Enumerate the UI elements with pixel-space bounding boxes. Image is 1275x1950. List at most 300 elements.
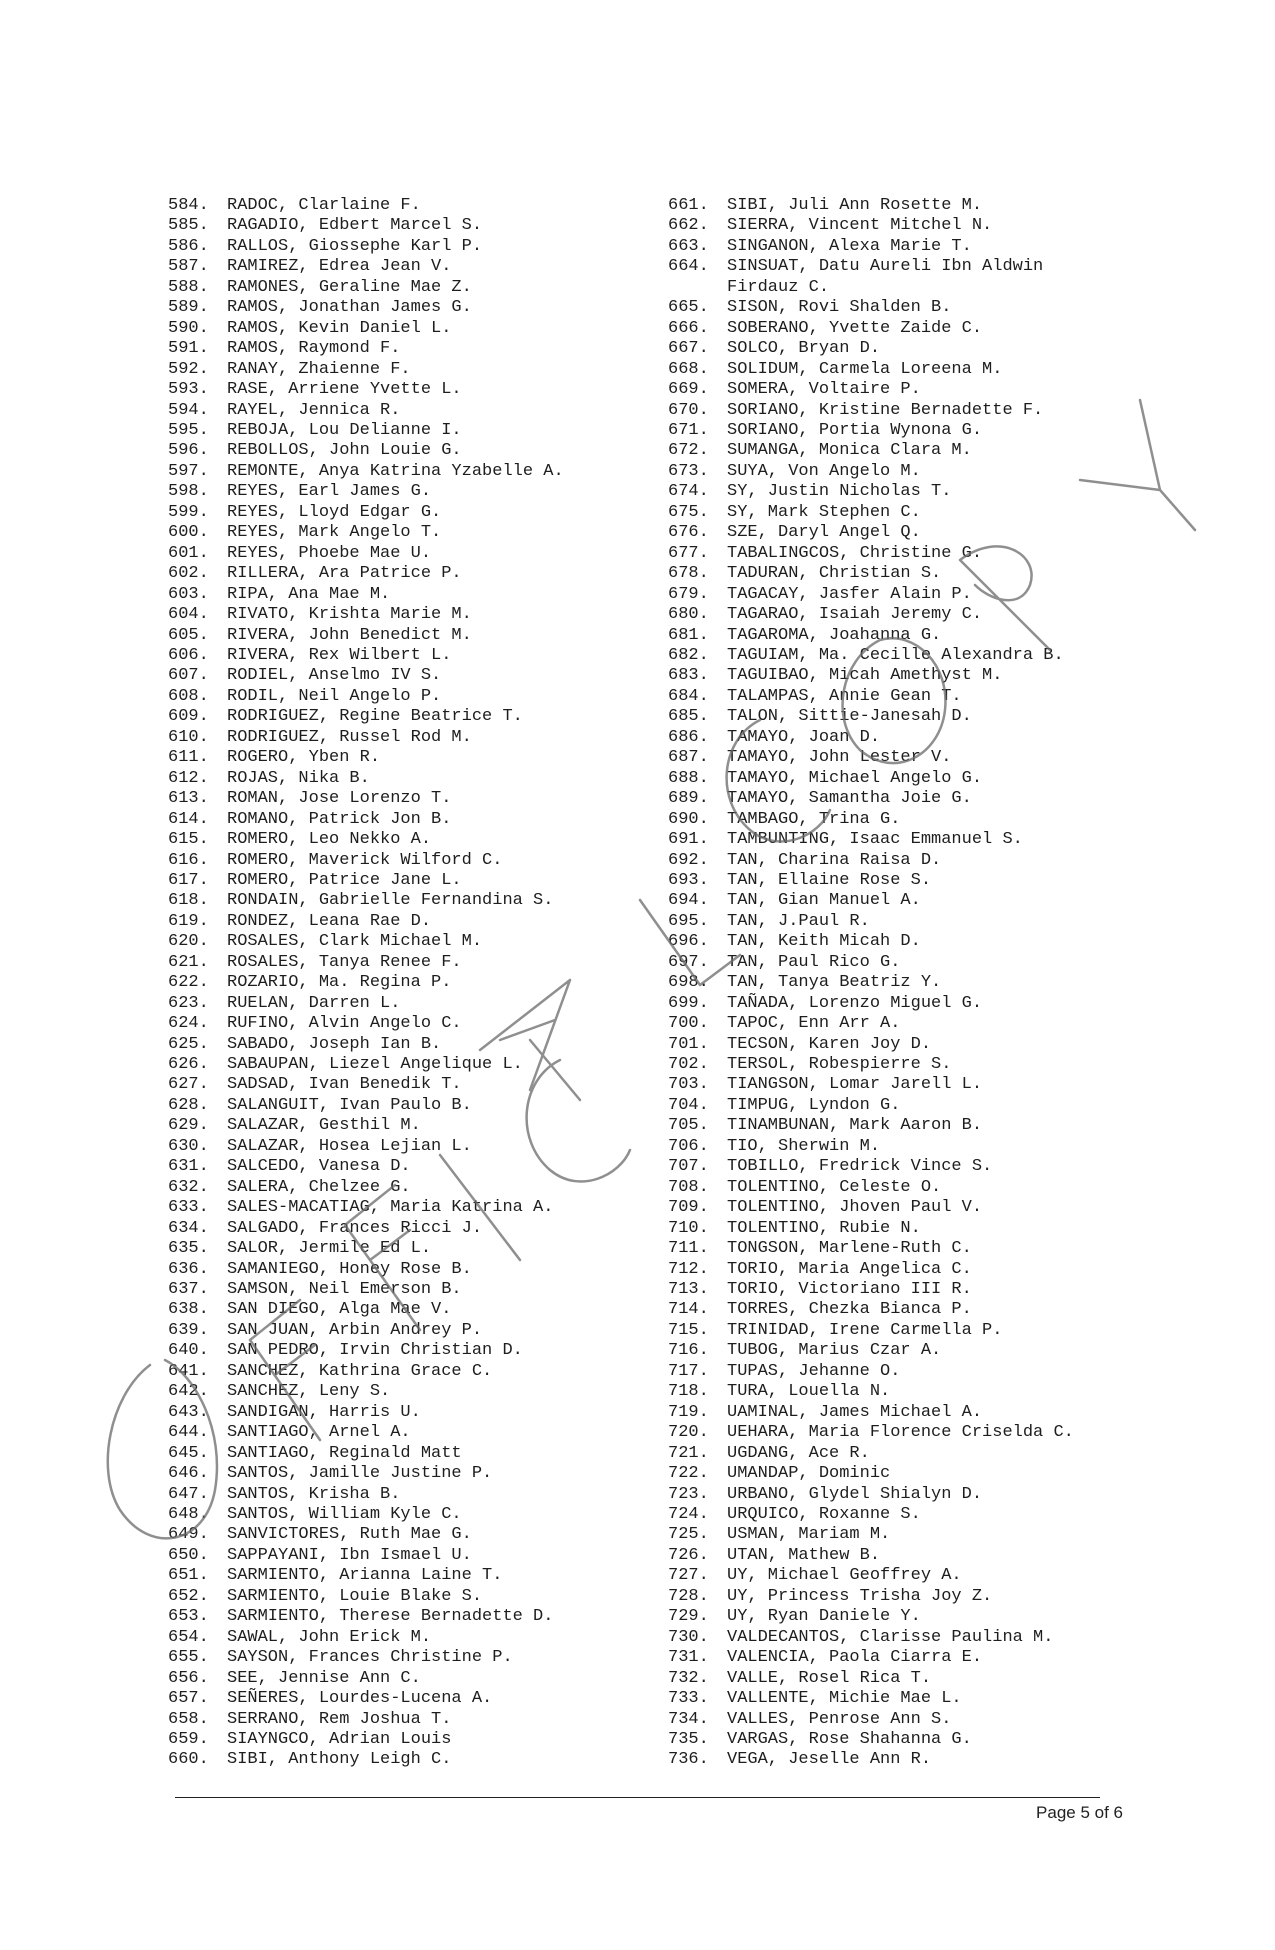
- list-item: [668, 810, 1138, 830]
- list-item: [168, 1710, 638, 1730]
- entry-name: SANTIAGO, Arnel A.: [227, 1423, 411, 1443]
- list-item: [668, 1137, 1138, 1157]
- entry-name: SANCHEZ, Leny S.: [227, 1382, 391, 1402]
- list-item: [168, 1239, 638, 1259]
- entry-name: ROMERO, Leo Nekko A.: [227, 830, 432, 850]
- entry-name: SALAZAR, Hosea Lejian L.: [227, 1136, 472, 1156]
- entry-name: SAWAL, John Erick M.: [227, 1627, 432, 1647]
- entry-name: TAMAYO, John Lester V.: [727, 748, 952, 768]
- entry-name: TAMAYO, Michael Angelo G.: [727, 768, 983, 788]
- entry-number: 720.: [668, 1423, 709, 1443]
- entry-name: REYES, Mark Angelo T.: [227, 523, 442, 543]
- entry-number: 696.: [668, 932, 709, 952]
- entry-number: 721.: [668, 1443, 709, 1463]
- list-item: [668, 1260, 1138, 1280]
- list-item: [168, 1137, 638, 1157]
- entry-name: TOBILLO, Fredrick Vince S.: [727, 1157, 993, 1177]
- entry-number: 649.: [168, 1525, 209, 1545]
- list-item: [668, 605, 1138, 625]
- entry-number: 725.: [668, 1525, 709, 1545]
- entry-name: RAYEL, Jennica R.: [227, 400, 401, 420]
- entry-name: RONDAIN, Gabrielle Fernandina S.: [227, 891, 554, 911]
- list-item: [168, 585, 638, 605]
- entry-number: 712.: [668, 1259, 709, 1279]
- entry-name: VALDECANTOS, Clarisse Paulina M.: [727, 1627, 1054, 1647]
- entry-number: 678.: [668, 564, 709, 584]
- list-item: [168, 1730, 638, 1750]
- list-item: [668, 912, 1138, 932]
- list-item: [168, 1300, 638, 1320]
- entry-name: VARGAS, Rose Shahanna G.: [727, 1729, 972, 1749]
- list-item: [668, 973, 1138, 993]
- entry-name: TAN, Paul Rico G.: [727, 952, 901, 972]
- entry-name: UEHARA, Maria Florence Criselda C.: [727, 1423, 1074, 1443]
- entry-number: 658.: [168, 1709, 209, 1729]
- entry-name: URBANO, Glydel Shialyn D.: [727, 1484, 983, 1504]
- entry-name: RUFINO, Alvin Angelo C.: [227, 1014, 462, 1034]
- entry-number: 612.: [168, 768, 209, 788]
- entry-number: 702.: [668, 1055, 709, 1075]
- entry-number: 590.: [168, 318, 209, 338]
- list-item: [168, 1505, 638, 1525]
- entry-number: 626.: [168, 1055, 209, 1075]
- entry-name: SUYA, Von Angelo M.: [727, 461, 921, 481]
- list-item: [168, 1607, 638, 1627]
- entry-number: 718.: [668, 1382, 709, 1402]
- list-item: [668, 994, 1138, 1014]
- entry-number: 622.: [168, 973, 209, 993]
- entry-name: VEGA, Jeselle Ann R.: [727, 1750, 932, 1770]
- list-item: [168, 1178, 638, 1198]
- list-item: [668, 1587, 1138, 1607]
- entry-name: TIANGSON, Lomar Jarell L.: [727, 1075, 983, 1095]
- entry-name: TALAMPAS, Annie Gean T.: [727, 686, 962, 706]
- list-item: [668, 319, 1138, 339]
- list-item: [168, 257, 638, 277]
- entry-number: 706.: [668, 1136, 709, 1156]
- list-item: [168, 728, 638, 748]
- entry-name: ROSALES, Clark Michael M.: [227, 932, 483, 952]
- list-item: [168, 1198, 638, 1218]
- list-item: [668, 1362, 1138, 1382]
- entry-name: ROJAS, Nika B.: [227, 768, 370, 788]
- entry-name: SANCHEZ, Kathrina Grace C.: [227, 1361, 493, 1381]
- list-item: [668, 380, 1138, 400]
- entry-number: 666.: [668, 318, 709, 338]
- entry-name: RAMOS, Jonathan James G.: [227, 298, 472, 318]
- list-item: [668, 1750, 1138, 1770]
- entry-number: 662.: [668, 216, 709, 236]
- entry-number: 587.: [168, 257, 209, 277]
- entry-name: SANTOS, William Kyle C.: [227, 1505, 462, 1524]
- entry-name: SOLCO, Bryan D.: [727, 339, 881, 359]
- entry-number: 585.: [168, 216, 209, 236]
- entry-name: RODRIGUEZ, Regine Beatrice T.: [227, 707, 523, 727]
- entry-name: TUPAS, Jehanne O.: [727, 1361, 901, 1381]
- entry-number: 599.: [168, 502, 209, 522]
- entry-number: 665.: [668, 298, 709, 318]
- list-item: [668, 1505, 1138, 1525]
- entry-number: 686.: [668, 727, 709, 747]
- list-item: [668, 1096, 1138, 1116]
- list-item: [668, 1075, 1138, 1095]
- list-item: [668, 1566, 1138, 1586]
- entry-number: 710.: [668, 1218, 709, 1238]
- entry-number: 689.: [668, 789, 709, 809]
- entry-number: 589.: [168, 298, 209, 318]
- entry-name: TAMBAGO, Trina G.: [727, 809, 901, 829]
- entry-number: 715.: [668, 1320, 709, 1340]
- entry-name: TAMBUNTING, Isaac Emmanuel S.: [727, 830, 1023, 850]
- entry-number: 650.: [168, 1545, 209, 1565]
- entry-name: TURA, Louella N.: [727, 1382, 891, 1402]
- entry-number: 674.: [668, 482, 709, 502]
- list-item: [168, 1116, 638, 1136]
- entry-number: 637.: [168, 1280, 209, 1300]
- list-item: [168, 1382, 638, 1402]
- entry-name: RAMIREZ, Edrea Jean V.: [227, 257, 452, 277]
- list-item: [668, 626, 1138, 646]
- entry-name: VALENCIA, Paola Ciarra E.: [727, 1648, 983, 1668]
- entry-number: 690.: [668, 809, 709, 829]
- entry-name: TALON, Sittie-Janesah D.: [727, 707, 972, 727]
- list-item: [668, 1055, 1138, 1075]
- list-item: [168, 380, 638, 400]
- entry-number: 643.: [168, 1402, 209, 1422]
- entry-name: TORRES, Chezka Bianca P.: [727, 1300, 972, 1320]
- entry-number: 692.: [668, 850, 709, 870]
- entry-name: RONDEZ, Leana Rae D.: [227, 911, 432, 931]
- entry-number: 625.: [168, 1034, 209, 1054]
- list-item: [168, 216, 638, 236]
- list-item: [168, 1689, 638, 1709]
- list-item: [668, 482, 1138, 502]
- list-item: [168, 1403, 638, 1423]
- entry-name: SAYSON, Frances Christine P.: [227, 1648, 513, 1668]
- entry-number: 631.: [168, 1157, 209, 1177]
- entry-name: SEE, Jennise Ann C.: [227, 1668, 421, 1688]
- entry-name: SOLIDUM, Carmela Loreena M.: [727, 359, 1003, 379]
- entry-name: RODIL, Neil Angelo P.: [227, 686, 442, 706]
- entry-number: 608.: [168, 686, 209, 706]
- list-item: [668, 687, 1138, 707]
- entry-number: 639.: [168, 1320, 209, 1340]
- entry-number: 603.: [168, 584, 209, 604]
- list-item: [168, 1014, 638, 1034]
- entry-number: 600.: [168, 523, 209, 543]
- list-item: [668, 748, 1138, 768]
- list-item: [168, 1566, 638, 1586]
- entry-name: SALOR, Jermile Ed L.: [227, 1239, 432, 1259]
- entry-name: REYES, Phoebe Mae U.: [227, 543, 432, 563]
- list-item: [668, 1157, 1138, 1177]
- entry-name: RADOC, Clarlaine F.: [227, 196, 421, 215]
- entry-number: 645.: [168, 1443, 209, 1463]
- entry-number: 700.: [668, 1014, 709, 1034]
- entry-number: 609.: [168, 707, 209, 727]
- entry-number: 726.: [668, 1545, 709, 1565]
- list-item: [668, 1525, 1138, 1545]
- entry-name: USMAN, Mariam M.: [727, 1525, 891, 1545]
- entry-name: SARMIENTO, Arianna Laine T.: [227, 1566, 503, 1586]
- entry-number: 616.: [168, 850, 209, 870]
- entry-name: RODRIGUEZ, Russel Rod M.: [227, 727, 472, 747]
- entry-number: 680.: [668, 605, 709, 625]
- entry-number: 675.: [668, 502, 709, 522]
- entry-name: SIAYNGCO, Adrian Louis: [227, 1729, 452, 1749]
- entry-name: RASE, Arriene Yvette L.: [227, 380, 462, 400]
- entry-number: 642.: [168, 1382, 209, 1402]
- entry-name: TAGUIAM, Ma. Cecille Alexandra B.: [727, 645, 1064, 665]
- entry-name: RALLOS, Giossephe Karl P.: [227, 236, 483, 256]
- entry-name: SALAZAR, Gesthil M.: [227, 1116, 421, 1136]
- entry-number: 621.: [168, 952, 209, 972]
- list-item: [168, 544, 638, 564]
- entry-number: 688.: [668, 768, 709, 788]
- list-item: [668, 851, 1138, 871]
- entry-number: 684.: [668, 686, 709, 706]
- entry-name: TADURAN, Christian S.: [727, 564, 942, 584]
- list-item: [168, 912, 638, 932]
- entry-name: RIVERA, John Benedict M.: [227, 625, 472, 645]
- entry-number: 672.: [668, 441, 709, 461]
- entry-name: TABALINGCOS, Christine G.: [727, 543, 983, 563]
- list-item: [668, 1648, 1138, 1668]
- entry-number: 601.: [168, 543, 209, 563]
- entry-name: SY, Mark Stephen C.: [727, 502, 921, 522]
- list-item: [668, 646, 1138, 666]
- entry-number: 664.: [668, 257, 709, 277]
- entry-number: 705.: [668, 1116, 709, 1136]
- entry-number: 611.: [168, 748, 209, 768]
- list-item: [168, 994, 638, 1014]
- entry-name: REYES, Lloyd Edgar G.: [227, 502, 442, 522]
- name-list-left: [168, 196, 638, 1771]
- entry-number: 584.: [168, 196, 209, 215]
- list-item: [168, 687, 638, 707]
- entry-name: TRINIDAD, Irene Carmella P.: [727, 1320, 1003, 1340]
- list-item: [668, 360, 1138, 380]
- entry-name: SORIANO, Portia Wynona G.: [727, 420, 983, 440]
- entry-number: 723.: [668, 1484, 709, 1504]
- list-item: [668, 1198, 1138, 1218]
- entry-number: 597.: [168, 461, 209, 481]
- list-item: [168, 953, 638, 973]
- entry-number: 654.: [168, 1627, 209, 1647]
- entry-name: RUELAN, Darren L.: [227, 993, 401, 1013]
- entry-name: SERRANO, Rem Joshua T.: [227, 1709, 452, 1729]
- entry-number: 732.: [668, 1668, 709, 1688]
- entry-name: SALANGUIT, Ivan Paulo B.: [227, 1095, 472, 1115]
- list-item: [168, 421, 638, 441]
- entry-name: SIBI, Juli Ann Rosette M.: [727, 196, 983, 215]
- entry-name: TORIO, Victoriano III R.: [727, 1280, 972, 1300]
- list-item: [668, 585, 1138, 605]
- entry-number: 703.: [668, 1075, 709, 1095]
- entry-number: 638.: [168, 1300, 209, 1320]
- list-item: [168, 1096, 638, 1116]
- list-item: [668, 441, 1138, 461]
- entry-name: SADSAD, Ivan Benedik T.: [227, 1075, 462, 1095]
- entry-number: 707.: [668, 1157, 709, 1177]
- list-item: [668, 1628, 1138, 1648]
- entry-number: 663.: [668, 236, 709, 256]
- entry-number: 735.: [668, 1729, 709, 1749]
- list-item: [668, 421, 1138, 441]
- entry-name: TAGARAO, Isaiah Jeremy C.: [727, 605, 983, 625]
- list-item: [668, 1300, 1138, 1320]
- entry-number: 677.: [668, 543, 709, 563]
- entry-number: 593.: [168, 380, 209, 400]
- list-item: [168, 748, 638, 768]
- entry-name: UTAN, Mathew B.: [727, 1545, 881, 1565]
- list-item: [668, 1423, 1138, 1443]
- entry-name: RAGADIO, Edbert Marcel S.: [227, 216, 483, 236]
- entry-name: SZE, Daryl Angel Q.: [727, 523, 921, 543]
- entry-name: TAGUIBAO, Micah Amethyst M.: [727, 666, 1003, 686]
- list-item: [668, 707, 1138, 727]
- list-item: [168, 441, 638, 461]
- entry-name: SANTIAGO, Reginald Matt: [227, 1443, 462, 1463]
- list-item: [168, 1157, 638, 1177]
- entry-number: 708.: [668, 1177, 709, 1197]
- entry-name: TORIO, Maria Angelica C.: [727, 1259, 972, 1279]
- entry-name: SANTOS, Krisha B.: [227, 1484, 401, 1504]
- entry-name: REYES, Earl James G.: [227, 482, 432, 502]
- entry-number: 615.: [168, 830, 209, 850]
- list-item: [668, 462, 1138, 482]
- entry-number: 701.: [668, 1034, 709, 1054]
- list-item: [168, 1587, 638, 1607]
- entry-number: 605.: [168, 625, 209, 645]
- entry-name: TONGSON, Marlene-Ruth C.: [727, 1239, 972, 1259]
- entry-name: TAMAYO, Joan D.: [727, 727, 881, 747]
- entry-number: 648.: [168, 1505, 209, 1524]
- list-item: [668, 1607, 1138, 1627]
- entry-name: RAMONES, Geraline Mae Z.: [227, 277, 472, 297]
- list-item: [168, 707, 638, 727]
- entry-number: 588.: [168, 277, 209, 297]
- entry-number: 618.: [168, 891, 209, 911]
- entry-name: RIPA, Ana Mae M.: [227, 584, 391, 604]
- list-item: [168, 769, 638, 789]
- list-item: [668, 1014, 1138, 1034]
- entry-number: 630.: [168, 1136, 209, 1156]
- entry-name: SANVICTORES, Ruth Mae G.: [227, 1525, 472, 1545]
- entry-number: 714.: [668, 1300, 709, 1320]
- entry-number: 657.: [168, 1689, 209, 1709]
- entry-name: SINSUAT, Datu Aureli Ibn Aldwin Firdauz C.: [727, 257, 1044, 297]
- entry-name: VALLENTE, Michie Mae L.: [727, 1689, 962, 1709]
- entry-number: 699.: [668, 993, 709, 1013]
- list-item: [168, 196, 638, 216]
- list-item: [168, 1750, 638, 1770]
- list-item: [668, 564, 1138, 584]
- entry-name: TOLENTINO, Celeste O.: [727, 1177, 942, 1197]
- list-item: [168, 1485, 638, 1505]
- list-item: [668, 196, 1138, 216]
- entry-name: TOLENTINO, Rubie N.: [727, 1218, 921, 1238]
- entry-name: SAMANIEGO, Honey Rose B.: [227, 1259, 472, 1279]
- list-item: [168, 339, 638, 359]
- entry-name: UGDANG, Ace R.: [727, 1443, 870, 1463]
- entry-name: SAN DIEGO, Alga Mae V.: [227, 1300, 452, 1320]
- list-item: [168, 830, 638, 850]
- entry-name: TAN, J.Paul R.: [727, 911, 870, 931]
- entry-name: SALES-MACATIAG, Maria Katrina A.: [227, 1198, 554, 1218]
- entry-number: 691.: [668, 830, 709, 850]
- list-item: [168, 1035, 638, 1055]
- entry-name: ROMAN, Jose Lorenzo T.: [227, 789, 452, 809]
- list-item: [168, 973, 638, 993]
- entry-name: TAGACAY, Jasfer Alain P.: [727, 584, 972, 604]
- entry-name: SY, Justin Nicholas T.: [727, 482, 952, 502]
- entry-number: 619.: [168, 911, 209, 931]
- entry-name: REMONTE, Anya Katrina Yzabelle A.: [227, 461, 564, 481]
- entry-number: 733.: [668, 1689, 709, 1709]
- entry-number: 627.: [168, 1075, 209, 1095]
- list-item: [168, 1341, 638, 1361]
- list-item: [168, 1423, 638, 1443]
- entry-number: 731.: [668, 1648, 709, 1668]
- entry-number: 704.: [668, 1095, 709, 1115]
- entry-number: 660.: [168, 1750, 209, 1770]
- footer-divider: [175, 1797, 1100, 1798]
- list-item: [168, 237, 638, 257]
- entry-name: SINGANON, Alexa Marie T.: [727, 236, 972, 256]
- entry-number: 633.: [168, 1198, 209, 1218]
- entry-name: SISON, Rovi Shalden B.: [727, 298, 952, 318]
- entry-number: 682.: [668, 645, 709, 665]
- entry-number: 655.: [168, 1648, 209, 1668]
- entry-number: 736.: [668, 1750, 709, 1770]
- list-item: [668, 1219, 1138, 1239]
- entry-number: 604.: [168, 605, 209, 625]
- entry-name: SALCEDO, Vanesa D.: [227, 1157, 411, 1177]
- entry-name: SARMIENTO, Louie Blake S.: [227, 1586, 483, 1606]
- list-item: [668, 932, 1138, 952]
- list-item: [668, 216, 1138, 236]
- list-item: [168, 871, 638, 891]
- list-item: [168, 401, 638, 421]
- list-item: [668, 1444, 1138, 1464]
- entry-number: 598.: [168, 482, 209, 502]
- list-item: [168, 1669, 638, 1689]
- list-item: [668, 401, 1138, 421]
- list-item: [168, 503, 638, 523]
- entry-number: 694.: [668, 891, 709, 911]
- list-item: [668, 1689, 1138, 1709]
- list-item: [168, 932, 638, 952]
- entry-name: TOLENTINO, Jhoven Paul V.: [727, 1198, 983, 1218]
- entry-name: SABAUPAN, Liezel Angelique L.: [227, 1055, 523, 1075]
- entry-name: UY, Princess Trisha Joy Z.: [727, 1586, 993, 1606]
- entry-name: SANDIGAN, Harris U.: [227, 1402, 421, 1422]
- list-item: [168, 1648, 638, 1668]
- list-item: [168, 666, 638, 686]
- entry-name: VALLES, Penrose Ann S.: [727, 1709, 952, 1729]
- list-item: [168, 605, 638, 625]
- entry-name: UY, Ryan Daniele Y.: [727, 1607, 921, 1627]
- list-item: [668, 1178, 1138, 1198]
- entry-name: RIVATO, Krishta Marie M.: [227, 605, 472, 625]
- entry-name: ROMANO, Patrick Jon B.: [227, 809, 452, 829]
- entry-number: 628.: [168, 1095, 209, 1115]
- list-item: [668, 871, 1138, 891]
- entry-name: TAN, Gian Manuel A.: [727, 891, 921, 911]
- entry-number: 670.: [668, 400, 709, 420]
- list-item: [668, 523, 1138, 543]
